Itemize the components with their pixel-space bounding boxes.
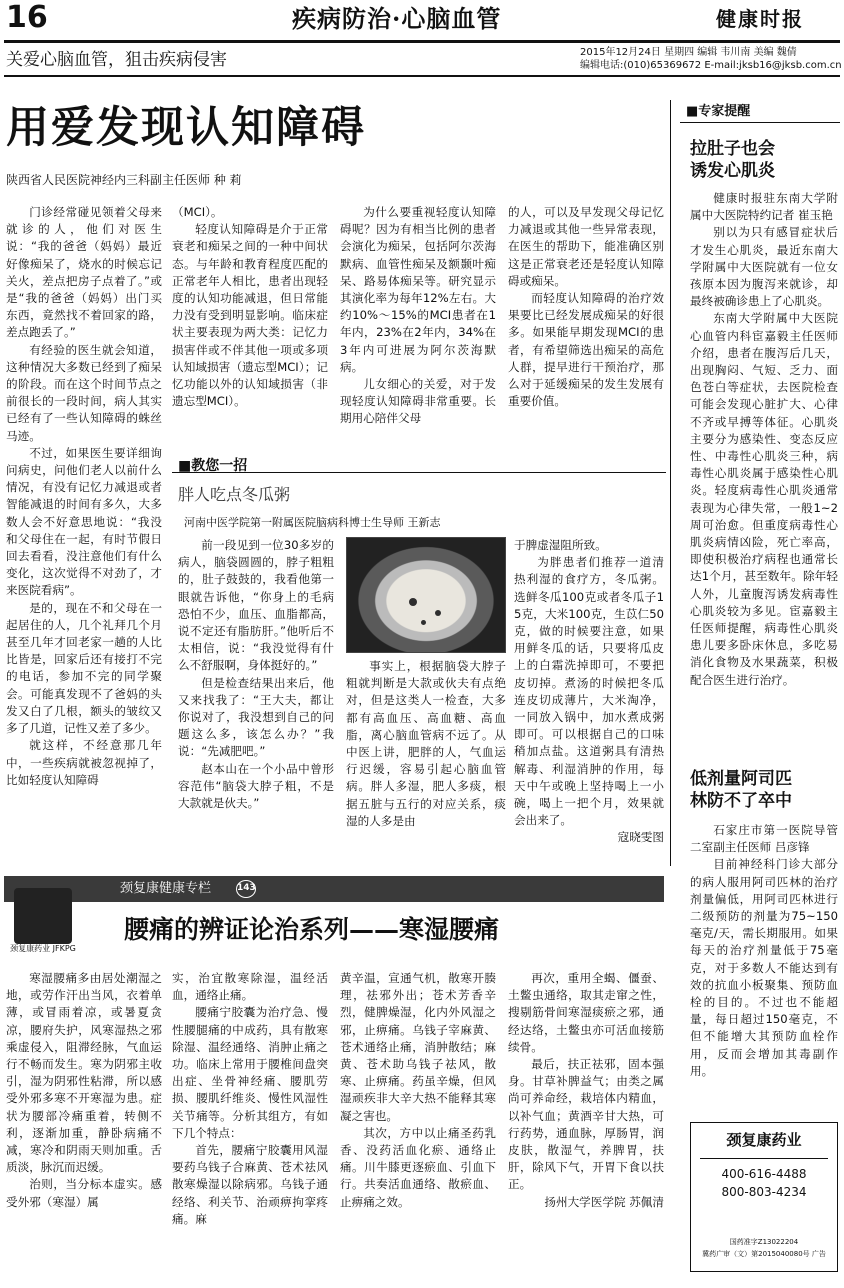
article1-headline: 用爱发现认知障碍 <box>6 103 366 153</box>
paragraph: 不过，如果医生要详细询问病史，问他们老人以前什么情况，有没有记忆力减退或者智能减退的时间有多久，大多数人会不好意思地说：“我没和父母住在一起，有时节假日回去看看，没注意他们有什么变化，这次觉得不对劲了，才来医院看病”。 <box>6 445 162 598</box>
brand-logo-text: 颈复康药业 JFKPG <box>10 944 76 953</box>
article3-signature: 扬州大学医学院 苏佩清 <box>544 1194 664 1209</box>
paragraph: 事实上，根据脑袋大脖子粗就判断是大款或伙夫有点绝对，但是这类人一检查，大多都有高血压、高血糖、高血脂，离心脑血管病不远了。从中医上讲，肥胖的人，气血运行迟缓，容易引起心脑血管病。胖人多湿，肥人多痰，根据五脏与五行的对应关系，痰湿的人多是由 <box>346 659 506 828</box>
paragraph: 寒湿腰痛多由居处潮湿之地，或劳作汗出当风，衣着单薄，或冒雨着凉，或暑夏贪凉，腰府失护，风寒湿热之邪乘虚侵入，阻滞经脉，气血运行不畅而发生。寒为阴邪主收引，湿为阴邪性粘滞，所以感受外邪多寒不开寒湿为患。症状为腰部冷痛重着，转侧不利，逐渐加重，静卧病痛不减，寒冷和阴雨天则加重。舌质淡，脉沉而迟缓。 <box>6 971 162 1175</box>
contact-info: 编辑电话:(010)65369672 E-mail:jksb16@jksb.com.cn <box>580 60 842 71</box>
paragraph: 最后，扶正祛邪，固本强身。甘草补脾益气；由类之属尚可养命经，栽培体内精血，以补气血；黄酒辛甘大热，可行药势，通血脉，厚肠胃，润皮肤，散湿气，养脾胃，扶肝，除风下气，开胃下食以扶正。 <box>508 1057 664 1192</box>
article2-col1 <box>178 537 334 812</box>
paragraph: 轻度认知障碍是介于正常衰老和痴呆之间的一种中间状态。与年龄和教育程度匹配的正常老年人相比，患者出现轻度的认知功能减退，但日常能力没有受到明显影响。临床症状主要表现为两大类：记忆力损害伴或不伴其他一项或多项认知域损害（遗忘型MCI）；记忆功能以外的认知域损害（非遗忘型MCI）。 <box>172 222 328 409</box>
masthead-logo: 健康时报 <box>716 7 804 31</box>
header-rule <box>4 40 840 43</box>
section-title: 疾病防治·心脑血管 <box>292 4 502 33</box>
paragraph: 治则，当分标本虚实。感受外邪（寒湿）属 <box>6 1177 162 1209</box>
sidebar-headline-1 <box>690 138 775 182</box>
photo-detail <box>435 610 441 616</box>
paragraph: 但是检查结果出来后，他又来找我了：“王大夫，都让你说对了，我没想到自己的问题这么多，该怎么办？”我说：“先减肥吧。” <box>178 675 334 759</box>
article1-col2 <box>172 204 328 410</box>
article1-byline: 陕西省人民医院神经内三科副主任医师 种 莉 <box>6 173 242 187</box>
article3-col4 <box>508 970 664 1211</box>
article1-col1 <box>6 204 162 789</box>
article1-col4 <box>508 204 664 410</box>
paragraph: 于脾虚湿阻所致。 <box>514 538 607 552</box>
paragraph: 儿女细心的关爱，对于发现轻度认知障碍非常重要。长期用心陪伴父母 <box>340 377 496 426</box>
ad-rule <box>700 1158 828 1159</box>
paragraph: 腰痛宁胶囊为治疗急、慢性腰腿痛的中成药，具有散寒除湿、温经通络、消肿止痛之功。临床上常用于腰椎间盘突出症、坐骨神经痛、腰肌劳损、腰肌纤维炎、慢性风湿性关节痛等。分析其组方，有如下几个特点： <box>172 1005 328 1140</box>
photo-detail <box>421 620 426 625</box>
issue-meta <box>580 46 842 72</box>
porridge-photo <box>346 537 506 653</box>
article3-col3 <box>340 970 496 1211</box>
article2-signature: 寇晓雯图 <box>617 830 664 845</box>
ad-approval-2: 冀药广审（文）第2015040080号 广告 <box>702 1250 826 1258</box>
sidebar-article-1 <box>690 190 838 689</box>
article2-title: 胖人吃点冬瓜粥 <box>178 485 291 504</box>
paragraph: 是的，现在不和父母在一起居住的人，几个礼拜几个月甚至几年才回老家一趟的人比比皆是，回家后还有接打不完的电话，参加不完的同学聚会。可能真发现不了爸妈的头发又白了几根，额头的皱纹又多了几道，记性又差了多少。 <box>6 600 162 736</box>
paragraph: （MCI）。 <box>172 205 223 219</box>
paragraph: 再次，重用全蝎、僵蚕、土鳖虫通络，取其走窜之性，搜剔筋骨间寒湿痰瘀之邪，通经达络，土鳖虫亦可活血接筋续骨。 <box>508 971 664 1054</box>
sidebar-rule <box>680 122 840 123</box>
column-band <box>4 876 664 902</box>
paragraph: 首先，腰痛宁胶囊用风湿要药乌钱子合麻黄、苍术祛风散寒燥湿以除病邪。乌钱子通经络、利关节、治顽痹拘挛疼痛。麻 <box>172 1143 328 1226</box>
header-rule-bottom <box>4 75 840 77</box>
article2-col2 <box>346 658 506 830</box>
column-divider <box>670 100 671 866</box>
article3-headline: 腰痛的辨证论治系列——寒湿腰痛 <box>124 915 500 944</box>
paragraph: 别以为只有感冒症状后才发生心肌炎，最近东南大学附属中大医院就有一位女孩原本因为腹泻来就诊，却最终被确诊患上了心肌炎。 <box>690 225 838 309</box>
article3-col2 <box>172 970 328 1228</box>
column-issue-badge: 143 <box>236 880 256 898</box>
brand-logo-icon <box>14 888 72 944</box>
paragraph: 为什么要重视轻度认知障碍呢？因为有相当比例的患者会演化为痴呆，包括阿尔茨海默病、血管性痴呆及额颞叶痴呆、路易体痴呆等。研究显示其演化率为每年12%左右。大约10%～15%的MCI患者在1年内，23%在2年内，34%在3年内可进展为阿尔茨海默病。 <box>340 205 496 374</box>
paragraph: 东南大学附属中大医院心血管内科宦嘉毅主任医师介绍，患者在腹泻后几天，出现胸闷、气短、乏力、面色苍白等症状，去医院检查可能会发现心脏扩大、心律不齐或早搏等体征。心肌炎主要分为感染性、变态反应性、中毒性心肌炎三种，病毒性心肌炎属于感染性心肌炎。轻度病毒性心肌炎通常表现为心律失常，一般1~2周可治愈。但重度病毒性心肌炎病情凶险，死亡率高，即使积极治疗病程也通常长达1个月，甚至数年。除年轻人外，儿童腹泻诱发病毒性心肌炎较为多见。宦嘉毅主任医师提醒，病毒性心肌炎患儿要多卧床休息，多吃易消化食物及水果蔬菜，积极配合医生进行治疗。 <box>690 311 838 687</box>
paragraph: 石家庄市第一医院导管二室副主任医师 吕彦锋 <box>690 823 838 855</box>
headline-line: 低剂量阿司匹 <box>690 769 792 789</box>
sidebar-article-2 <box>690 822 838 1080</box>
column-band-label: 颈复康健康专栏 <box>120 881 212 896</box>
article2-byline: 河南中医学院第一附属医院脑病科博士生导师 王新志 <box>184 516 441 529</box>
sidebar-tag: ■专家提醒 <box>686 104 751 119</box>
paragraph: 为胖患者们推荐一道清热利湿的食疗方，冬瓜粥。选鲜冬瓜100克或者冬瓜子15克，大米100克，生苡仁50克，做的时候要注意，如果用鲜冬瓜的话，只要将瓜皮上的白霜洗掉即可，不要把皮切掉。煮汤的时候把冬瓜连皮切成薄片，大米淘净，一同放入锅中，加水煮成粥即可。可以根据自己的口味稍加点盐。这道粥具有清热解毒、利湿消肿的作用，每天中午或晚上坚持喝上一小碗，喝上一把个月，效果就会出来了。 <box>514 555 664 828</box>
date-editor: 2015年12月24日 星期四 编辑 韦川南 美编 魏倩 <box>580 47 797 58</box>
paragraph: 前一段见到一位30多岁的病人，脑袋圆圆的，脖子粗粗的，肚子鼓鼓的，我看他第一眼就告诉他，“你身上的毛病恐怕不少，血压、血脂都高，说不定还有脂肪肝。”他听后不太相信，说：“我没觉得有什么不舒服啊，身体挺好的。” <box>178 538 334 673</box>
ad-phone-1: 400-616-4488 <box>721 1167 807 1181</box>
ad-phone-2: 800-803-4234 <box>721 1185 807 1199</box>
photo-detail <box>409 598 417 606</box>
headline-line: 林防不了卒中 <box>690 791 792 811</box>
paragraph: 实，治宜散寒除湿，温经活血，通络止痛。 <box>172 971 328 1003</box>
article2-col3 <box>514 537 664 847</box>
headline-line: 诱发心肌炎 <box>690 161 775 181</box>
paragraph: 黄辛温，宣通气机，散寒开腠理，祛邪外出；苍术芳香辛烈，健脾燥湿，化内外风湿之邪，止痹痛。乌钱子宰麻黄、苍术通络止痛，消肿散结；麻黄、苍术助乌钱子祛风，散寒、止痹痛。药虽辛燥，但风湿顽疾非大辛大热不能释其寒凝之害也。 <box>340 971 496 1123</box>
ad-title: 颈复康药业 <box>726 1131 802 1149</box>
article2-tag: ■教您一招 <box>178 458 248 474</box>
headline-line: 拉肚子也会 <box>690 139 775 159</box>
ad-approval-1: 国药准字Z13022204 <box>729 1238 799 1246</box>
paragraph: 就这样，不经意那几年中，一些疾病就被忽视掉了，比如轻度认知障碍 <box>6 738 162 787</box>
article3-col1 <box>6 970 162 1211</box>
paragraph: 健康时报驻东南大学附属中大医院特约记者 崔玉艳 <box>690 191 838 223</box>
paragraph: 其次，方中以止痛圣药乳香、没药活血化瘀、通络止痛。川牛膝更逐瘀血、引血下行。共奏活血通络、散瘀血、止痹痛之效。 <box>340 1125 496 1209</box>
paragraph: 有经验的医生就会知道，这种情况大多数已经到了痴呆的阶段。而在这个时间节点之前很长的一段时间，病人其实已经有了一些认知障碍的蛛丝马迹。 <box>6 342 162 443</box>
sidebar-headline-2 <box>690 768 792 812</box>
page-number: 16 <box>6 0 48 35</box>
paragraph: 而轻度认知障碍的治疗效果要比已经发展成痴呆的好很多。如果能早期发现MCI的患者，有希望筛选出痴呆的高危人群，提早进行干预治疗，那么对于延缓痴呆的发生发展有重要价值。 <box>508 291 664 409</box>
paragraph: 目前神经科门诊大部分的病人服用阿司匹林的治疗剂量偏低，用阿司匹林进行二级预防的剂量为75~150毫克/天，需长期服用。如果每天的治疗剂量低于75毫克，对于多数人不能达到有效的抗血小板聚集、预防血栓的目的。不过也不能超量，每日超过150毫克，不但不能增大其预防血栓作用，反而会增加其毒副作用。 <box>690 857 838 1078</box>
paragraph: 赵本山在一个小品中曾形容范伟“脑袋大脖子粗，不是大款就是伙夫。” <box>178 761 334 811</box>
paragraph: 门诊经常碰见领着父母来就诊的人，他们对医生说：“我的爸爸（妈妈）最近好像痴呆了，烧水的时候忘记关火，差点把房子点着了。”或是“我的爸爸（妈妈）出门买东西，竟然找不着回家的路，差点跑丢了。” <box>6 205 162 340</box>
paragraph: 的人，可以及早发现父母记忆力减退或其他一些异常表现，在医生的帮助下，能准确区别这是正常衰老还是轻度认知障碍或痴呆。 <box>508 205 664 288</box>
slogan: 关爱心脑血管，狙击疾病侵害 <box>6 50 227 70</box>
article1-col3 <box>340 204 496 428</box>
